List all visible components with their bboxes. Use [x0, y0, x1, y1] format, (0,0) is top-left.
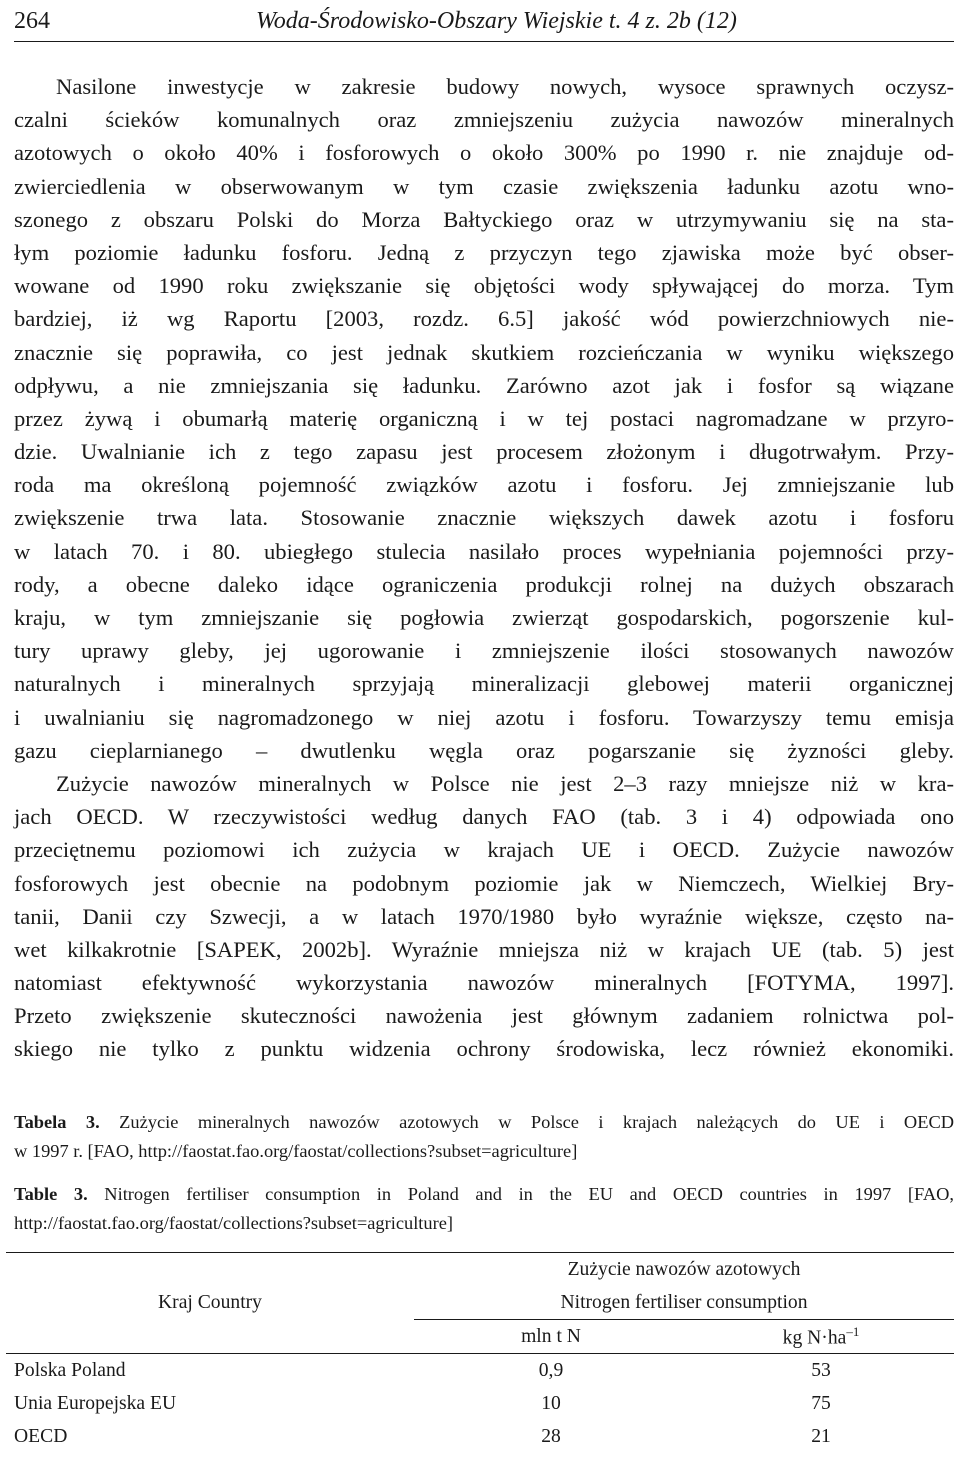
text-line: znacznie się poprawiła, co jest jednak skutkiem rozcieńczania w wyniku większego [14, 339, 954, 365]
group-header-pl: Zużycie nawozów azotowych [567, 1258, 801, 1280]
text-line: tury uprawy gleby, jej ugorowanie i zmniejszenie ilości stosowanych nawozów [14, 638, 954, 664]
data-table [6, 1252, 954, 1453]
table-caption-pl [14, 1108, 954, 1166]
text-line: naturalnych i mineralnych sprzyjają mineralizacji glebowej materii organicznej [14, 671, 954, 697]
unit-header-2-text: kg N·ha [782, 1327, 847, 1349]
text-line: Nasilone inwestycje w zakresie budowy nowych, wysoce sprawnych oczysz- [56, 74, 954, 99]
table-row [6, 1354, 954, 1388]
caption-text: Zużycie mineralnych nawozów azotowych w Polsce i krajach należących do UE i OECD [119, 1112, 954, 1132]
text-line: w latach 70. i 80. ubiegłego stulecia nasilało proces wypełniania pojemności przy- [14, 538, 954, 564]
row-country: Polska Poland [14, 1359, 126, 1381]
row-value-kg: 75 [811, 1392, 831, 1414]
unit-header-2 [688, 1320, 954, 1354]
row-value-kg: 53 [811, 1359, 831, 1381]
text-line: rody, a obecne daleko idące ograniczenia produkcji rolnej na dużych obszarach [14, 571, 954, 597]
row-country: Unia Europejska EU [14, 1392, 177, 1414]
caption-text: Nitrogen fertiliser consumption in Poland and in the EU and OECD countries in 1997 [FAO, [104, 1184, 954, 1204]
row-value-mln: 0,9 [538, 1359, 564, 1381]
text-line: Zużycie nawozów mineralnych w Polsce nie jest 2–3 razy mniejsze niż w kra- [56, 770, 954, 796]
caption-text-cont: w 1997 r. [FAO, http://faostat.fao.org/faostat/collections?subset=agriculture] [14, 1141, 578, 1161]
text-line: czalni ścieków komunalnych oraz zmniejszeniu zużycia nawozów mineralnych [14, 107, 954, 133]
row-country: OECD [14, 1425, 68, 1447]
text-line: odpływu, a nie zmniejszania się ładunku. Zarówno azot jak i fosfor są wiązane [14, 372, 954, 398]
row-value-kg: 21 [811, 1425, 831, 1447]
text-line: azotowych o około 40% i fosforowych o około 300% po 1990 r. nie znajduje od- [14, 140, 954, 166]
text-line: gazu cieplarnianego – dwutlenku węgla oraz pogarszanie się żyzności gleby. [14, 737, 954, 763]
text-line: łym poziomie ładunku fosforu. Jedną z przyczyn tego zjawiska może być obser- [14, 239, 954, 265]
text-line: skiego nie tylko z punktu widzenia ochrony środowiska, lecz również ekonomiki. [14, 1036, 954, 1062]
table-row [6, 1387, 954, 1420]
text-line: roda ma określoną pojemność związków azotu i fosforu. Jej zmniejszanie lub [14, 472, 954, 498]
text-line: natomiast efektywność wykorzystania nawozów mineralnych [FOTYMA, 1997]. [14, 970, 954, 996]
table-caption-en [14, 1180, 954, 1238]
text-line: szonego z obszaru Polski do Morza Bałtyckiego oraz w utrzymywaniu się na sta- [14, 206, 954, 232]
text-line: zwierciedlenia w obserwowanym w tym czasie zwiększenia ładunku azotu wno- [14, 173, 954, 199]
page-number: 264 [14, 8, 50, 34]
text-line: wet kilkakrotnie [SAPEK, 2002b]. Wyraźnie mniejsza niż w krajach UE (tab. 5) jest [14, 936, 954, 962]
unit-header-2-sup: –1 [846, 1323, 860, 1339]
unit-header-1: mln t N [521, 1325, 581, 1347]
text-line: i uwalnianiu się nagromadzonego w niej azotu i fosforu. Towarzyszy temu emisja [14, 704, 954, 730]
row-value-mln: 10 [541, 1392, 561, 1414]
row-value-mln: 28 [541, 1425, 561, 1447]
journal-title: Woda-Środowisko-Obszary Wiejskie t. 4 z. 2b (12) [256, 8, 737, 34]
text-line: kraju, w tym zmniejszanie się pogłowia zwierząt gospodarskich, pogorszenie kul- [14, 605, 954, 630]
body-text [14, 70, 954, 1066]
caption-text-cont: http://faostat.fao.org/faostat/collections?subset=agriculture] [14, 1213, 454, 1233]
text-line: przez żywą i obumarłą materię organiczną i w tej postaci nagromadzane w przyro- [14, 405, 954, 431]
caption-label: Tabela 3. [14, 1112, 100, 1132]
text-line: zwiększenie trwa lata. Stosowanie znacznie większych dawek azotu i fosforu [14, 505, 954, 531]
caption-label: Table 3. [14, 1184, 88, 1204]
text-line: tanii, Danii czy Szwecji, a w latach 1970/1980 było wyraźnie większe, często na- [14, 903, 954, 929]
text-line: wowane od 1990 roku zwiększanie się objętości wody spływającej do morza. Tym [14, 273, 954, 299]
header-rule [14, 41, 954, 42]
column-header-country [6, 1253, 414, 1354]
text-line: fosforowych jest obecnie na podobnym poziomie jak w Niemczech, Wielkiej Bry- [14, 870, 954, 896]
table-row [6, 1420, 954, 1453]
running-head [14, 4, 954, 38]
text-line: jach OECD. W rzeczywistości według danych FAO (tab. 3 i 4) odpowiada ono [14, 804, 954, 830]
column-header-country-label: Kraj Country [158, 1292, 262, 1313]
text-line: Przeto zwiększenie skuteczności nawożenia jest głównym zadaniem rolnictwa pol- [14, 1003, 954, 1029]
text-line: przeciętnemu poziomowi ich zużycia w krajach UE i OECD. Zużycie nawozów [14, 837, 954, 863]
text-line: bardziej, iż wg Raportu [2003, rozdz. 6.5] jakość wód powierzchniowych nie- [14, 306, 954, 332]
text-line: dzie. Uwalnianie ich z tego zapasu jest procesem złożonym i długotrwałym. Przy- [14, 439, 954, 465]
group-header-en: Nitrogen fertiliser consumption [414, 1286, 954, 1320]
